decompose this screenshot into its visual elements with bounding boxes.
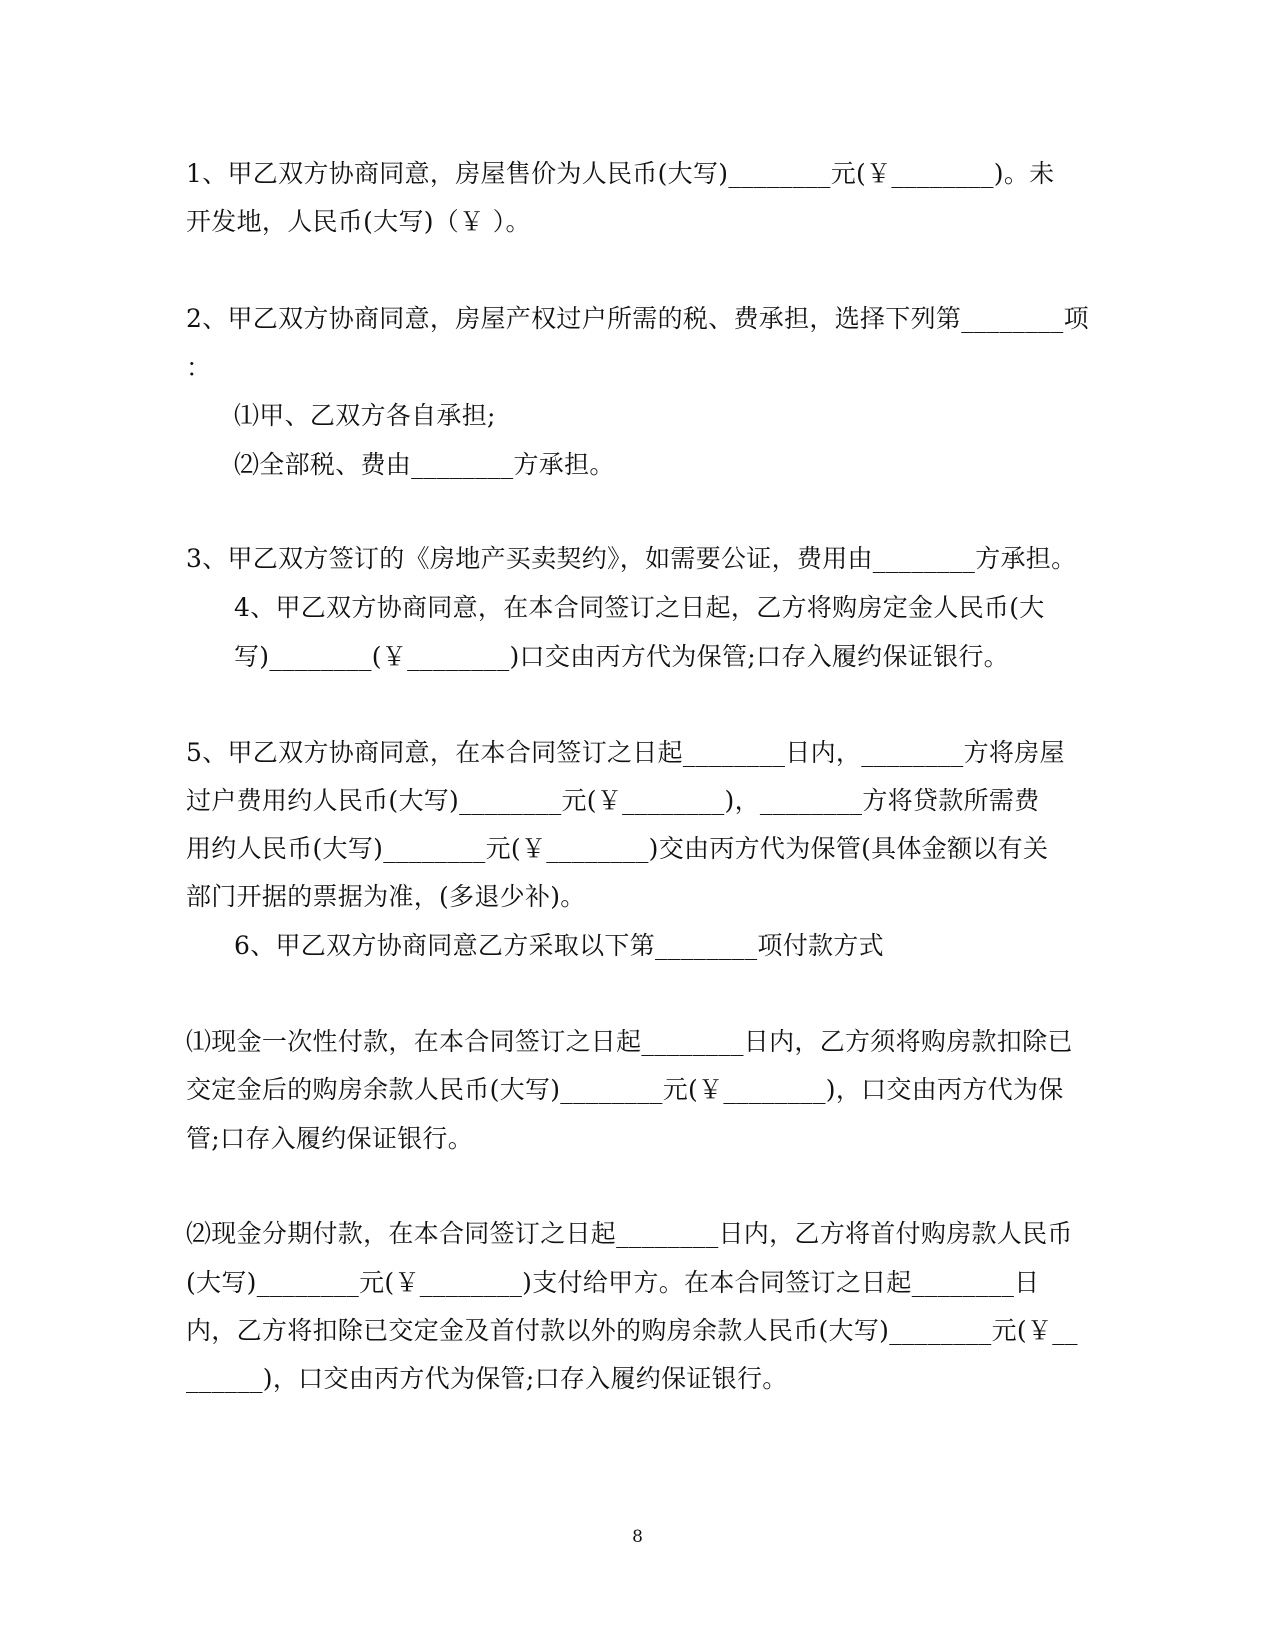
clause-5-line-3: 用约人民币(大写)________元(￥________)交由丙方代为保管(具体金额以有关: [186, 834, 1049, 863]
option-1-line-1: ⑴现金一次性付款，在本合同签订之日起________日内，乙方须将购房款扣除已: [186, 1027, 1073, 1056]
clause-2-line-2: ：: [186, 353, 212, 382]
page-number: 8: [632, 1527, 643, 1547]
clause-2-option-1: ⑴甲、乙双方各自承担;: [234, 401, 496, 430]
clause-5-line-1: 5、甲乙双方协商同意，在本合同签订之日起________日内，________方将房屋: [186, 738, 1065, 767]
option-1-line-2: 交定金后的购房余款人民币(大写)________元(￥________)，口交由丙方代为保: [186, 1075, 1064, 1104]
clause-4-line-1: 4、甲乙双方协商同意，在本合同签订之日起，乙方将购房定金人民币(大: [234, 593, 1045, 622]
option-2-line-3: 内，乙方将扣除已交定金及首付款以外的购房余款人民币(大写)________元(￥__: [186, 1316, 1078, 1345]
option-2-line-2: (大写)________元(￥________)支付给甲方。在本合同签订之日起________日: [186, 1268, 1040, 1297]
clause-3-line: 3、甲乙双方签订的《房地产买卖契约》，如需要公证，费用由________方承担。: [186, 544, 1077, 573]
option-2-line-4: ______)，口交由丙方代为保管;口存入履约保证银行。: [186, 1364, 788, 1393]
option-2-line-1: ⑵现金分期付款，在本合同签订之日起________日内，乙方将首付购房款人民币: [186, 1219, 1073, 1248]
clause-4-line-2: 写)________(￥________)口交由丙方代为保管;口存入履约保证银行。: [234, 642, 1009, 671]
option-1-line-3: 管;口存入履约保证银行。: [186, 1124, 474, 1153]
clause-2-line-1: 2、甲乙双方协商同意，房屋产权过户所需的税、费承担，选择下列第________项: [186, 304, 1089, 333]
clause-1-line-2: 开发地，人民币(大写)（￥ ）。: [186, 207, 531, 236]
clause-2-option-2: ⑵全部税、费由________方承担。: [234, 450, 615, 479]
clause-1-line-1: 1、甲乙双方协商同意，房屋售价为人民币(大写)________元(￥________)。未: [186, 159, 1055, 188]
clause-6-line: 6、甲乙双方协商同意乙方采取以下第________项付款方式: [234, 931, 884, 960]
clause-5-line-2: 过户费用约人民币(大写)________元(￥________)，________方将贷款所需费: [186, 786, 1040, 815]
clause-5-line-4: 部门开据的票据为准，(多退少补)。: [186, 882, 586, 911]
